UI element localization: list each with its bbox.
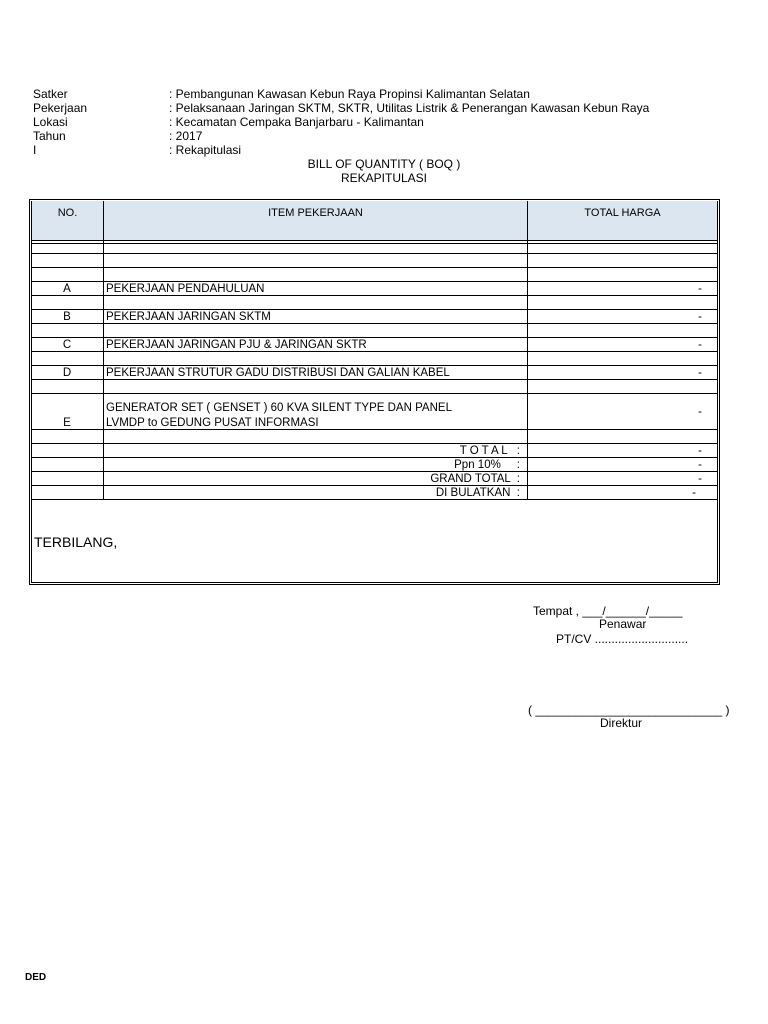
- header-label: Tahun: [33, 129, 66, 143]
- item-code: B: [63, 311, 71, 323]
- row-line: [31, 253, 718, 254]
- item-code: C: [62, 339, 72, 351]
- summary-label-rounded: DI BULATKAN :: [435, 487, 520, 499]
- signer-position: Direktur: [600, 716, 643, 730]
- column-header-total: TOTAL HARGA: [528, 201, 717, 241]
- header-value: : 2017: [169, 129, 203, 143]
- item-total: -: [698, 406, 702, 418]
- row-line: [31, 393, 718, 394]
- header-value: : Rekapitulasi: [169, 143, 242, 157]
- place-date: Tempat , ___/______/_____: [533, 604, 683, 618]
- header-row-section: [33, 143, 733, 157]
- terbilang-label: TERBILANG,: [34, 534, 118, 550]
- summary-value-total: -: [698, 445, 702, 457]
- item-total: -: [698, 283, 702, 295]
- item-code: E: [63, 417, 71, 429]
- summary-label-total: T O T A L :: [459, 445, 520, 457]
- column-divider: [527, 241, 528, 499]
- table-inner-frame: [31, 201, 718, 583]
- item-description-line1: GENERATOR SET ( GENSET ) 60 KVA SILENT TYPE DAN PANEL: [106, 402, 452, 414]
- item-description: PEKERJAAN JARINGAN PJU & JARINGAN SKTR: [106, 339, 367, 351]
- column-header-item: ITEM PEKERJAAN: [104, 201, 528, 241]
- item-description: PEKERJAAN PENDAHULUAN: [106, 283, 265, 295]
- company-line: PT/CV ............................: [556, 632, 689, 646]
- item-code: A: [63, 283, 71, 295]
- header-value: : Kecamatan Cempaka Banjarbaru - Kalimantan: [169, 115, 424, 129]
- row-line: [31, 243, 718, 244]
- footer-mark: DED: [25, 972, 47, 983]
- row-line: [31, 267, 718, 268]
- header-label: I: [33, 143, 37, 157]
- summary-label-grand-total: GRAND TOTAL :: [430, 473, 520, 485]
- column-divider: [103, 241, 104, 499]
- bidder-role: Penawar: [599, 617, 647, 631]
- column-header-no: NO.: [32, 201, 104, 241]
- item-total: -: [698, 311, 702, 323]
- item-description: PEKERJAAN JARINGAN SKTM: [106, 311, 271, 323]
- header-value: : Pelaksanaan Jaringan SKTM, SKTR, Utilitas Listrik & Penerangan Kawasan Kebun Raya: [169, 101, 650, 115]
- item-description: PEKERJAAN STRUTUR GADU DISTRIBUSI DAN GALIAN KABEL: [106, 367, 450, 379]
- item-total: -: [698, 367, 702, 379]
- header-row-tahun: [33, 129, 733, 143]
- header-row-satker: [33, 87, 733, 101]
- summary-value-rounded: -: [692, 487, 696, 499]
- header-label: Lokasi: [33, 115, 68, 129]
- item-total: -: [698, 339, 702, 351]
- document-title: BILL OF QUANTITY ( BOQ ): [307, 157, 461, 171]
- signer-line: ( ____________________________ ): [528, 703, 730, 717]
- header-row-lokasi: [33, 115, 733, 129]
- summary-value-grand-total: -: [698, 473, 702, 485]
- header-row-pekerjaan: [33, 101, 733, 115]
- summary-value-ppn: -: [698, 459, 702, 471]
- header-label: Pekerjaan: [33, 101, 88, 115]
- document-subtitle: REKAPITULASI: [340, 171, 428, 185]
- summary-label-ppn: Ppn 10% :: [454, 459, 520, 471]
- item-description-line2: LVMDP to GEDUNG PUSAT INFORMASI: [106, 417, 319, 429]
- header-value: : Pembangunan Kawasan Kebun Raya Propinsi Kalimantan Selatan: [169, 87, 530, 101]
- header-label: Satker: [33, 87, 68, 101]
- item-code: D: [62, 367, 72, 379]
